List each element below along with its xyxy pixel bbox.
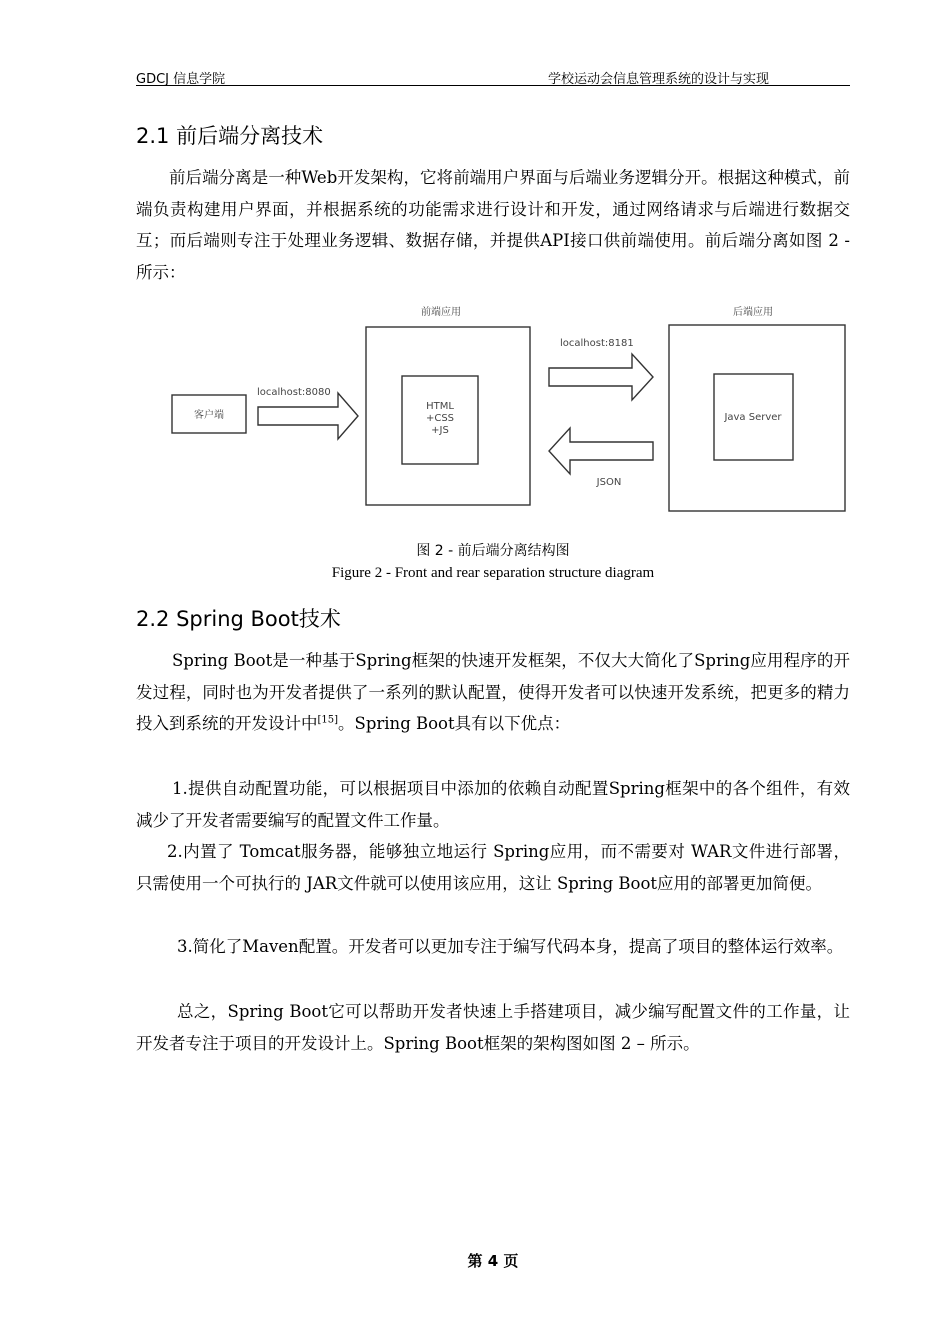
architecture-diagram: [160, 298, 860, 520]
frontend-title: 前端应用: [421, 307, 461, 318]
arrow-frontend-to-backend: [549, 354, 653, 400]
json-label: JSON: [596, 477, 622, 488]
client-label: 客户端: [194, 410, 224, 421]
backend-inner-label: Java Server: [724, 412, 782, 423]
figure-caption-zh: 图 2 - 前后端分离结构图: [416, 543, 570, 559]
paragraph-summary: 总之，Spring Boot它可以帮助开发者快速上手搭建项目，减少编写配置文件的工作量，让开发者专注于项目的开发设计上。Spring Boot框架的架构图如图 2 – 所示。: [136, 1002, 850, 1053]
intro-text: Spring Boot是一种基于Spring框架的快速开发框架，不仅大大简化了Spring应用程序的开发过程，同时也为开发者提供了一系列的默认配置，使得开发者可以快速开发系统，把更多的精力投入到系统的开发设计中: [136, 651, 850, 733]
frontend-inner-line-1: HTML: [426, 401, 454, 412]
section-heading-2-1: 2.1 前后端分离技术: [136, 124, 324, 148]
backend-title: 后端应用: [733, 307, 773, 318]
list-item-2: 2.内置了 Tomcat服务器，能够独立地运行 Spring应用，而不需要对 WAR文件进行部署，只需使用一个可执行的 JAR文件就可以使用该应用，这让 Spring Boot应用的部署更加简便。: [136, 842, 850, 893]
arrow-backend-to-frontend: [549, 428, 653, 474]
list-item-1: 1.提供自动配置功能，可以根据项目中添加的依赖自动配置Spring框架中的各个组件，有效减少了开发者需要编写的配置文件工作量。: [136, 779, 850, 830]
citation-ref: [15]: [317, 714, 339, 726]
server-port-label: localhost:8181: [560, 338, 634, 349]
section-heading-2-2: 2.2 Spring Boot技术: [136, 607, 341, 631]
header-left: GDCJ 信息学院: [136, 72, 226, 87]
client-port-label: localhost:8080: [257, 387, 331, 398]
header-right: 学校运动会信息管理系统的设计与实现: [548, 72, 770, 87]
paragraph-frontend-backend: 前后端分离是一种Web开发架构，它将前端用户界面与后端业务逻辑分开。根据这种模式，前端负责构建用户界面，并根据系统的功能需求进行设计和开发，通过网络请求与后端进行数据交互；而后端则专注于处理业务逻辑、数据存储，并提供API接口供前端使用。前后端分离如图 2 - 所示：: [136, 168, 850, 282]
page-number: 第 4 页: [467, 1252, 519, 1270]
frontend-inner-line-2: +CSS: [425, 413, 455, 424]
arrow-client-to-frontend: [258, 393, 358, 439]
list-item-3: 3.简化了Maven配置。开发者可以更加专注于编写代码本身，提高了项目的整体运行效率。: [177, 937, 844, 956]
paragraph-spring-boot-intro: [136, 645, 850, 740]
header-divider: [136, 85, 850, 86]
intro-text-end: 。Spring Boot具有以下优点：: [338, 714, 571, 733]
figure-caption-en: Figure 2 - Front and rear separation structure diagram: [331, 565, 655, 581]
frontend-inner-line-3: +JS: [431, 425, 449, 436]
